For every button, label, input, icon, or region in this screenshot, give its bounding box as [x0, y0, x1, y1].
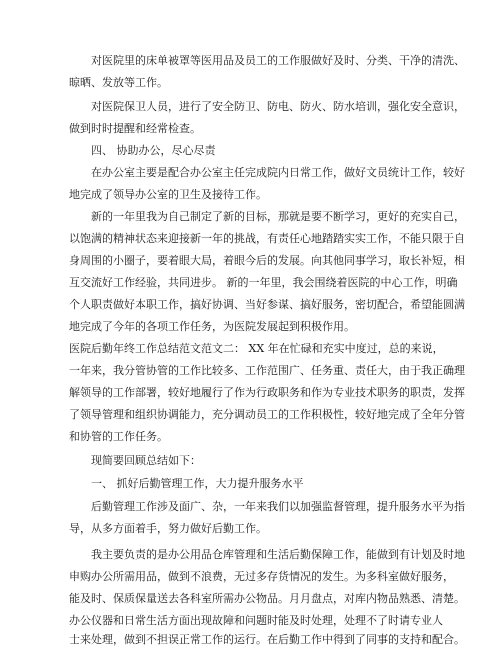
body-text-line: 地完成了领导办公室的卫生及接待工作。 [69, 188, 267, 201]
body-text-line: 办公仪器和日常生活方面出现故障和问题时能及时处理，处理不了时请专业人 [69, 614, 443, 627]
body-text-line: 新的一年里我为自己制定了新的目标，那就是要不断学习，更好的充实自己， [91, 210, 465, 223]
body-text-line: 申购办公所需用品，做到不浪费，无过多存货情况的发生。为多科室做好服务， [69, 570, 454, 583]
body-text-line: 士来处理，做到不担误正常工作的运行。在后勤工作中得到了同事的支持和配合。 [69, 633, 465, 646]
body-text-line: 做到时时提醒和经常检查。 [69, 122, 201, 135]
body-text-line: 解领导的工作部署，较好地履行了作为行政职务和作为专业技术职务的职责，发挥 [69, 386, 465, 399]
body-text-line: 现简要回顾总结如下： [91, 454, 201, 467]
body-text-line: 互交流好工作经验，共同进步。 新的一年里，我会围绕着医院的中心工作，明确 [69, 276, 458, 289]
body-text-line: 身周围的小圈子，要着眼大局，着眼今后的发展。向其他同事学习，取长补短，相 [69, 254, 465, 267]
body-text-line: 导，从多方面着手，努力做好后勤工作。 [69, 522, 267, 535]
body-text-line: 一年来，我分管协管的工作比较多、工作范围广、任务重、责任大，由于我正确理 [69, 364, 465, 377]
body-text-line: 对医院里的床单被罩等医用品及员工的工作服做好及时、分类、干净的清洗、 [91, 54, 465, 67]
section-heading: 一、 抓好后勤管理工作，大力提升服务水平 [91, 477, 304, 490]
body-text-line: 能及时、保质保量送去各科室所需办公物品。月月盘点，对库内物品熟悉、清楚。 [69, 592, 465, 605]
body-text-line: 个人职责做好本职工作，搞好协调、当好参谋、搞好服务，密切配合，希望能圆满 [69, 298, 465, 311]
body-text-line: 晾晒、发放等工作。 [69, 76, 168, 89]
body-text-line: 我主要负责的是办公用品仓库管理和生活后勤保障工作，能做到有计划及时地 [91, 548, 465, 561]
body-text-line: 和协管的工作任务。 [69, 430, 168, 443]
body-text-line: 对医院保卫人员，进行了安全防卫、防电、防火、防水培训，强化安全意识， [91, 100, 465, 113]
body-text-line: 在办公室主要是配合办公室主任完成院内日常工作，做好文员统计工作，较好 [91, 166, 465, 179]
section-heading: 四、 协助办公，尽心尽责 [91, 144, 216, 157]
body-text-line: 了领导管理和组织协调能力，充分调动员工的工作积极性，较好地完成了全年分管 [69, 408, 465, 421]
body-text-line: 医院后勤年终工作总结范文范文二： XX 年在忙碌和充实中度过，总的来说， [69, 342, 444, 355]
body-text-line: 地完成了今年的各项工作任务，为医院发展起到积极作用。 [69, 320, 355, 333]
body-text-line: 后勤管理工作涉及面广、杂，一年来我们以加强监督管理，提升服务水平为指 [91, 500, 465, 513]
body-text-line: 以饱满的精神状态来迎接新一年的挑战，有责任心地踏踏实实工作，不能只限于自 [69, 232, 465, 245]
